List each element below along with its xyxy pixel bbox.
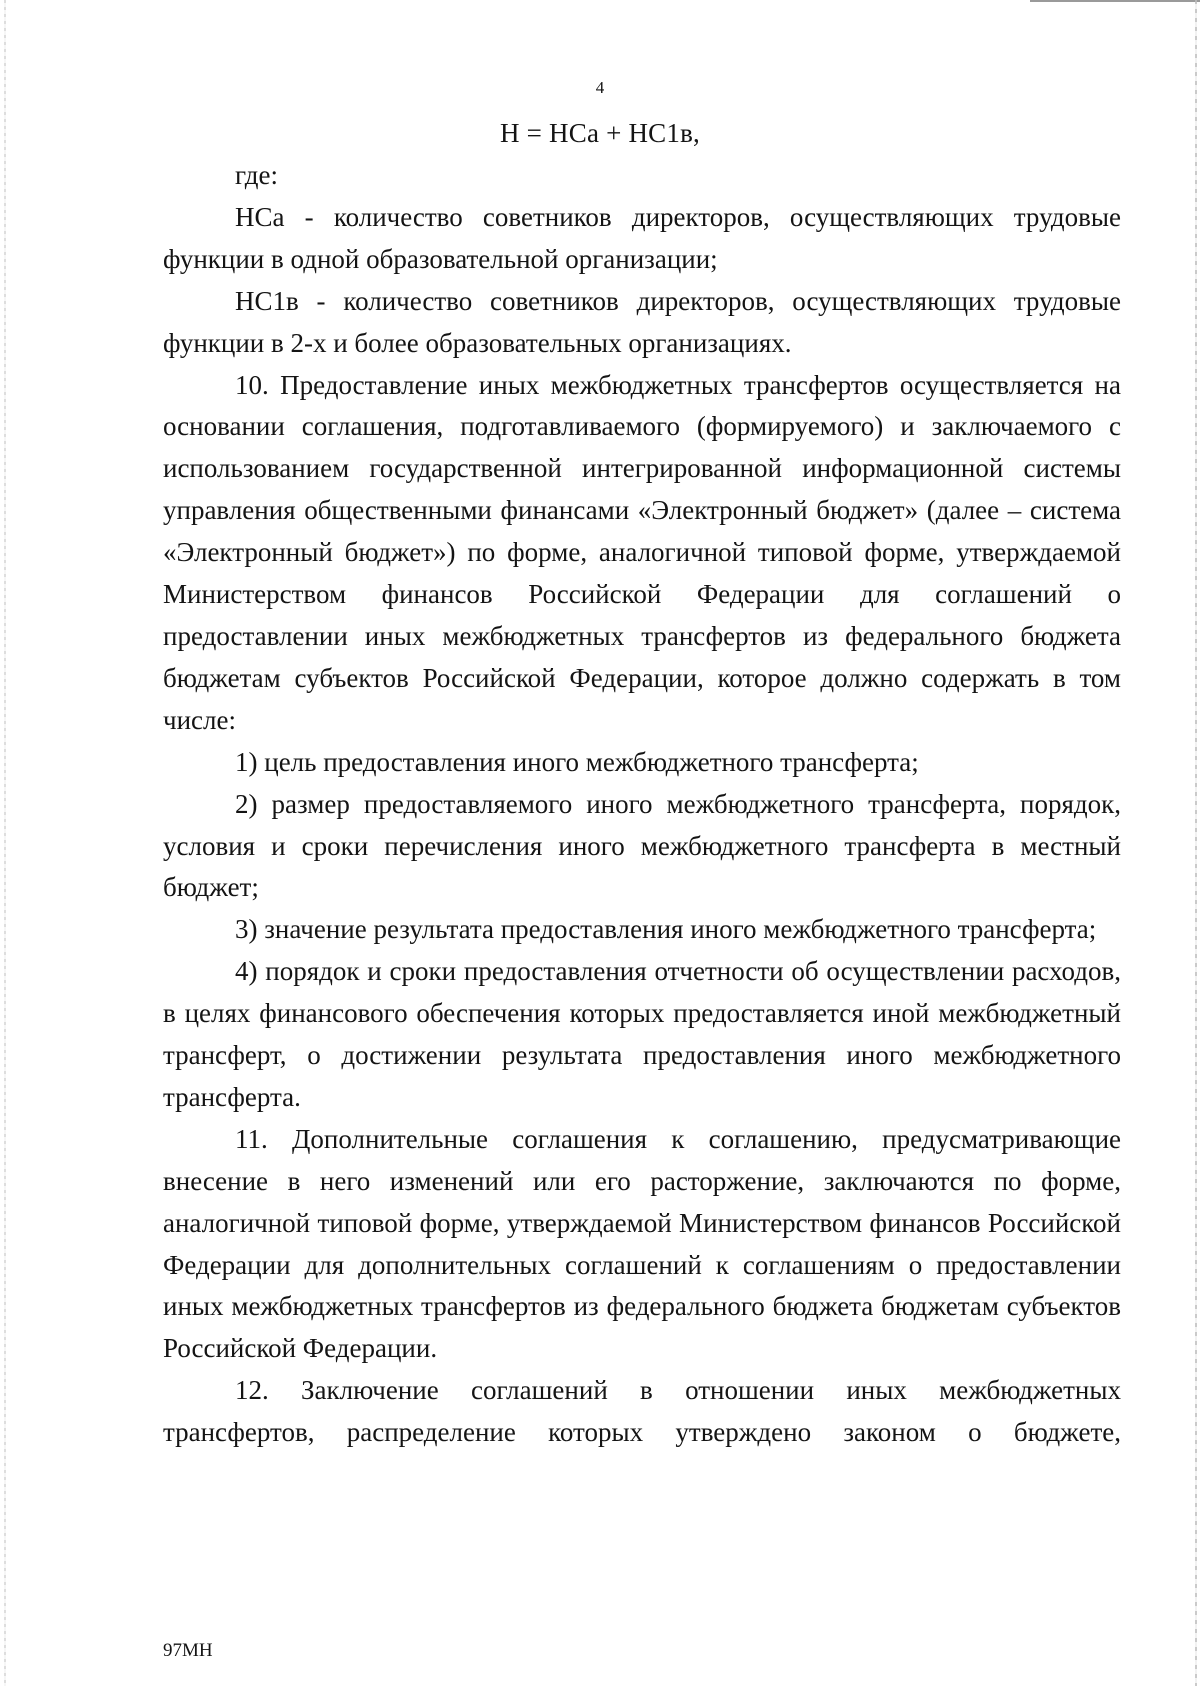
paragraph-10-item-1: 1) цель предоставления иного межбюджетного трансферта; <box>235 746 919 777</box>
paragraph-10: 10. Предоставление иных межбюджетных трансфертов осуществляется на основании соглашения, подготавливаемого (формируемого) и заключаемого с использованием государственной интегрированной информационной системы управления общественными финансами «Электронный бюджет» (далее – система «Электронный бюджет») по форме, аналогичной типовой форме, утверждаемой Министерством финансов Российской Федерации для соглашений о предоставлении иных межбюджетных трансфертов из федерального бюджета бюджетам субъектов Российской Федерации, которое должно содержать в том числе: <box>163 369 1121 735</box>
scan-artifact-top <box>1030 0 1200 2</box>
paragraph-nsa-definition: НСа - количество советников директоров, осуществляющих трудовые функции в одной образовательной организации; <box>163 201 1121 274</box>
paragraph-where: где: <box>235 160 278 190</box>
paragraph-10-item-3: 3) значение результата предоставления иного межбюджетного трансферта; <box>235 914 1097 945</box>
page-number: 4 <box>595 78 605 97</box>
paragraph-10-item-4: 4) порядок и сроки предоставления отчетности об осуществлении расходов, в целях финансового обеспечения которых предоставляется иной межбюджетный трансферт, о достижении результата предоставления иного межбюджетного трансферта. <box>163 956 1121 1112</box>
formula: Н = НСа + НС1в, <box>500 118 700 148</box>
paragraph-12: 12. Заключение соглашений в отношении иных межбюджетных трансфертов, распределение которых утверждено законом о бюджете, <box>163 1375 1121 1448</box>
paragraph-10-item-2: 2) размер предоставляемого иного межбюджетного трансферта, порядок, условия и сроки перечисления иного межбюджетного трансферта в местный бюджет; <box>163 788 1121 903</box>
paragraph-11: 11. Дополнительные соглашения к соглашению, предусматривающие внесение в него изменений или его расторжение, заключаются по форме, аналогичной типовой форме, утверждаемой Министерством финансов Российской Федерации для дополнительных соглашений к соглашениям о предоставлении иных межбюджетных трансфертов из федерального бюджета бюджетам субъектов Российской Федерации. <box>163 1123 1121 1364</box>
paragraph-ns1v-definition: НС1в - количество советников директоров, осуществляющих трудовые функции в 2-х и более образовательных организациях. <box>163 285 1121 358</box>
footer-document-code: 97МН <box>163 1640 213 1661</box>
scan-artifact-right-edge <box>1195 0 1197 1686</box>
body-text <box>163 155 1121 1454</box>
scan-artifact-left-edge <box>4 0 6 1686</box>
